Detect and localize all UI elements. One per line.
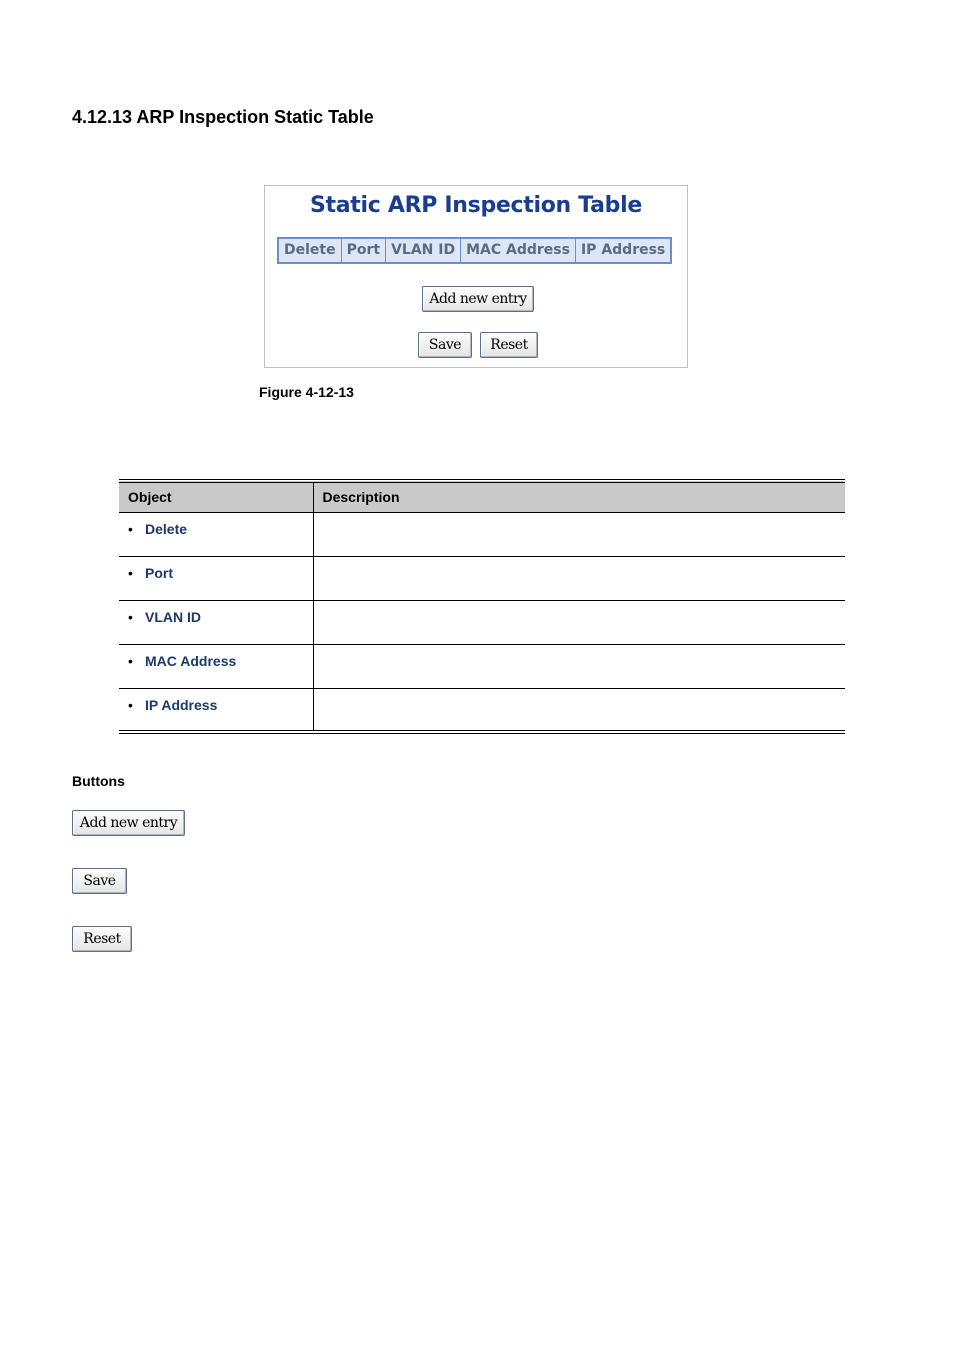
description-cell bbox=[313, 512, 845, 556]
figure-caption: Figure 4-12-13 bbox=[259, 384, 354, 400]
column-header-ip-address: IP Address bbox=[580, 242, 666, 258]
object-cell bbox=[119, 600, 313, 644]
buttons-heading: Buttons bbox=[72, 773, 125, 789]
object-cell bbox=[119, 556, 313, 600]
table-row bbox=[119, 688, 845, 732]
bullet-icon: • bbox=[128, 520, 133, 537]
object-name: VLAN ID bbox=[145, 608, 201, 625]
object-name: Delete bbox=[145, 520, 188, 537]
column-header-vlan-id: VLAN ID bbox=[386, 239, 461, 262]
arp-inspection-table bbox=[277, 237, 672, 264]
table-row bbox=[119, 600, 845, 644]
object-description-table bbox=[119, 479, 845, 734]
description-cell bbox=[313, 688, 845, 732]
reset-button[interactable]: Reset bbox=[72, 926, 132, 952]
bullet-icon: • bbox=[128, 696, 133, 713]
column-header-mac-address: MAC Address bbox=[461, 239, 576, 262]
add-new-entry-button[interactable]: Add new entry bbox=[422, 286, 534, 312]
save-button[interactable]: Save bbox=[418, 332, 472, 358]
object-name: IP Address bbox=[145, 696, 218, 713]
object-name: MAC Address bbox=[145, 652, 237, 669]
description-cell bbox=[313, 556, 845, 600]
bullet-icon: • bbox=[128, 564, 133, 581]
object-cell bbox=[119, 512, 313, 556]
add-new-entry-button[interactable]: Add new entry bbox=[72, 810, 185, 836]
description-column-header: Description bbox=[313, 481, 845, 512]
object-name: Port bbox=[145, 564, 173, 581]
table-row bbox=[119, 512, 845, 556]
column-header-delete: Delete bbox=[279, 239, 342, 262]
table-row bbox=[119, 556, 845, 600]
bullet-icon: • bbox=[128, 652, 133, 669]
object-cell bbox=[119, 688, 313, 732]
object-cell bbox=[119, 644, 313, 688]
bullet-icon: • bbox=[128, 608, 133, 625]
table-row bbox=[119, 644, 845, 688]
figure-title: Static ARP Inspection Table bbox=[310, 193, 642, 218]
section-title: 4.12.13 ARP Inspection Static Table bbox=[72, 107, 374, 127]
object-column-header: Object bbox=[119, 481, 313, 512]
save-button[interactable]: Save bbox=[72, 868, 127, 894]
figure-screenshot bbox=[264, 185, 688, 368]
description-cell bbox=[313, 644, 845, 688]
description-cell bbox=[313, 600, 845, 644]
reset-button[interactable]: Reset bbox=[480, 332, 538, 358]
table-header-row bbox=[119, 481, 845, 512]
column-header-port: Port bbox=[342, 239, 386, 262]
